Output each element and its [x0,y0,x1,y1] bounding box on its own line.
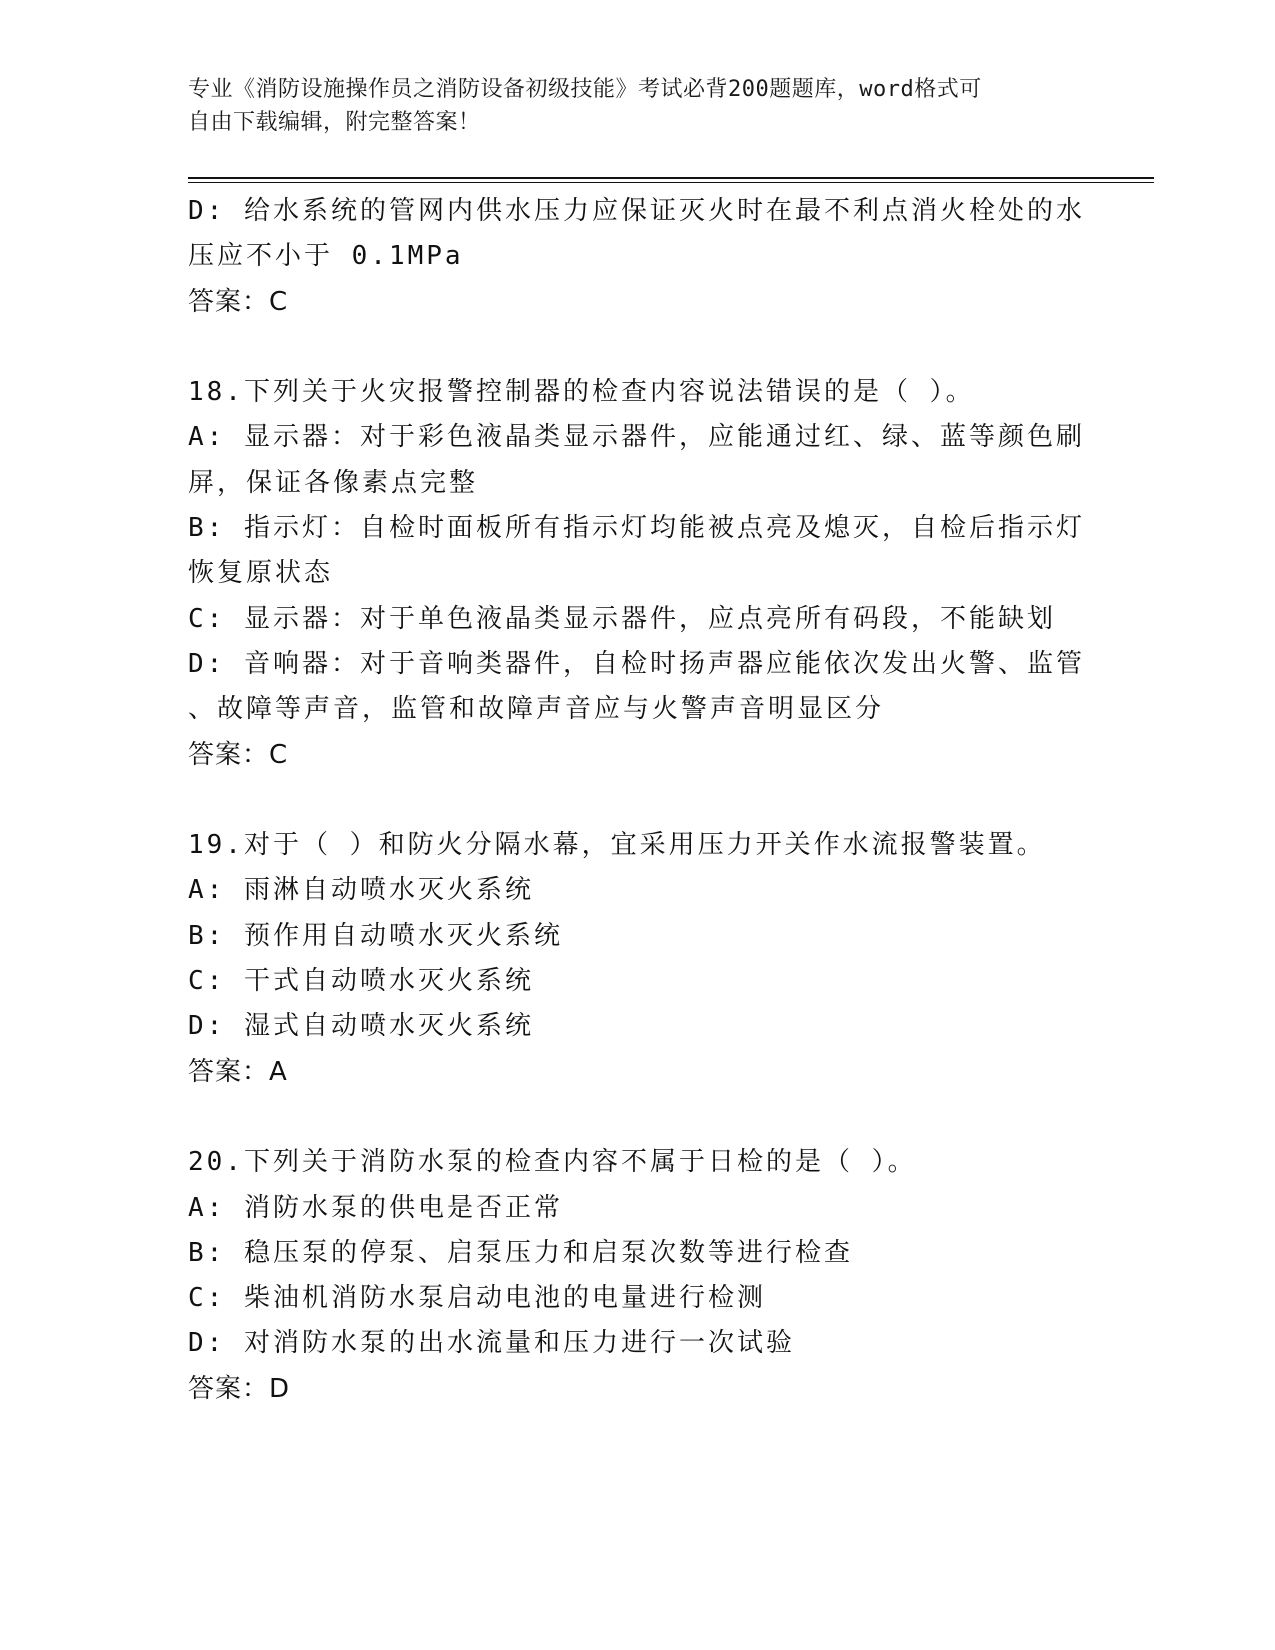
spacer [188,325,1088,370]
answer: 答案：C [188,739,289,770]
page-header [188,73,1068,139]
header-rule-thin [188,182,1154,183]
option-c-line-1: C: 柴油机消防水泵启动电池的电量进行检测 [188,1283,766,1314]
question-18 [188,370,1088,778]
option-b-line-1: B: 指示灯：自检时面板所有指示灯均能被点亮及熄灭，自检后指示灯 [188,513,1085,544]
option-a-line-1: A: 显示器：对于彩色液晶类显示器件，应能通过红、绿、蓝等颜色刷 [188,422,1085,453]
option-a-line-1: A: 雨淋自动喷水灭火系统 [188,875,534,906]
option-d-line-1: D: 音响器：对于音响类器件，自检时扬声器应能依次发出火警、监管 [188,648,1085,679]
carryover-option-d-line-2: 压应不小于 0.1MPa [188,241,464,272]
option-c-line-1: C: 干式自动喷水灭火系统 [188,966,534,997]
question-stem: 20.下列关于消防水泵的检查内容不属于日检的是（ ）。 [188,1147,917,1178]
option-b-line-1: B: 预作用自动喷水灭火系统 [188,920,563,951]
option-a-line-1: A: 消防水泵的供电是否正常 [188,1192,563,1223]
option-d-line-2: 、故障等声音，监管和故障声音应与火警声音明显区分 [188,694,885,725]
header-line-1: 专业《消防设施操作员之消防设备初级技能》考试必背200题题库，word格式可 [188,77,982,102]
option-c-line-1: C: 显示器：对于单色液晶类显示器件，应点亮所有码段，不能缺划 [188,603,1056,634]
question-20 [188,1140,1088,1412]
question-content [188,189,1088,1412]
question-stem: 19.对于（ ）和防火分隔水幕，宜采用压力开关作水流报警装置。 [188,830,1046,861]
option-b-line-1: B: 稳压泵的停泵、启泵压力和启泵次数等进行检查 [188,1237,853,1268]
answer: 答案：A [188,1056,288,1087]
answer: 答案：D [188,1373,291,1404]
question-19 [188,823,1088,1095]
option-d-line-1: D: 对消防水泵的出水流量和压力进行一次试验 [188,1328,795,1359]
question-stem: 18.下列关于火灾报警控制器的检查内容说法错误的是（ ）。 [188,377,975,408]
option-a-line-2: 屏，保证各像素点完整 [188,467,479,498]
header-line-2: 自由下载编辑，附完整答案！ [188,110,481,135]
header-rule-thick [188,177,1154,179]
carryover-option-d-line-1: D: 给水系统的管网内供水压力应保证灭火时在最不利点消火栓处的水 [188,196,1085,226]
option-d-line-1: D: 湿式自动喷水灭火系统 [188,1011,534,1042]
spacer [188,1095,1088,1140]
spacer [188,778,1088,823]
option-b-line-2: 恢复原状态 [188,558,334,589]
carryover-answer: 答案：C [188,286,289,317]
